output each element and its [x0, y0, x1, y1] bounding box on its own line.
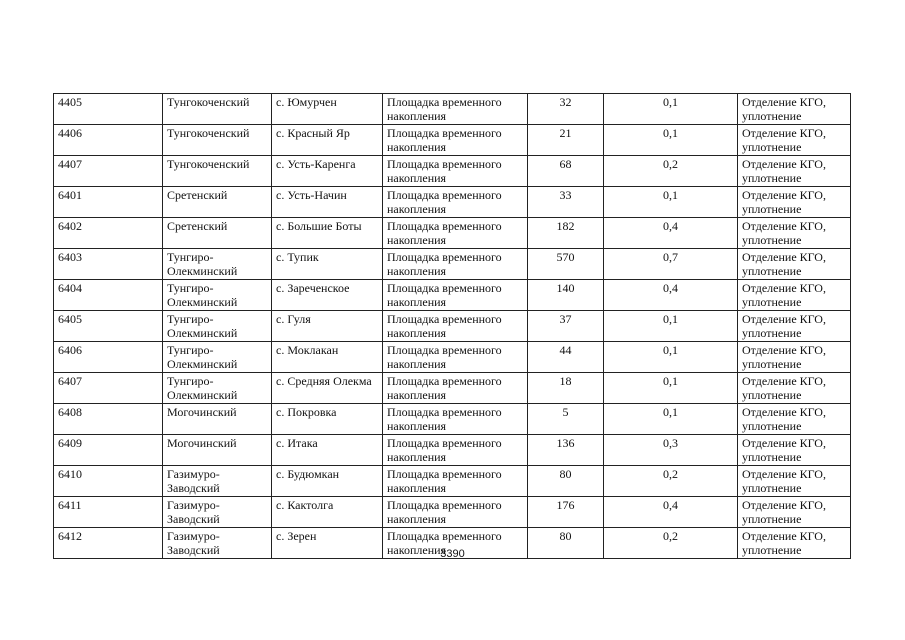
cell-district: Тунгиро-Олекминский — [163, 249, 272, 280]
cell-area: 0,2 — [604, 528, 738, 559]
cell-count: 33 — [528, 187, 604, 218]
cell-operation: Отделение КГО, уплотнение — [738, 94, 851, 125]
cell-village: с. Итака — [272, 435, 383, 466]
cell-area: 0,2 — [604, 466, 738, 497]
cell-village: с. Средняя Олекма — [272, 373, 383, 404]
cell-operation: Отделение КГО, уплотнение — [738, 218, 851, 249]
cell-area: 0,1 — [604, 342, 738, 373]
cell-code: 6406 — [54, 342, 163, 373]
table-row — [54, 435, 851, 466]
cell-village: с. Зерен — [272, 528, 383, 559]
cell-site-type: Площадка временного накопления — [383, 404, 528, 435]
cell-code: 6404 — [54, 280, 163, 311]
cell-area: 0,4 — [604, 280, 738, 311]
cell-area: 0,7 — [604, 249, 738, 280]
cell-operation: Отделение КГО, уплотнение — [738, 311, 851, 342]
cell-area: 0,1 — [604, 311, 738, 342]
cell-area: 0,1 — [604, 125, 738, 156]
table-row — [54, 249, 851, 280]
table-row — [54, 280, 851, 311]
cell-area: 0,1 — [604, 187, 738, 218]
cell-village: с. Усть-Каренга — [272, 156, 383, 187]
cell-district: Газимуро-Заводский — [163, 528, 272, 559]
cell-count: 136 — [528, 435, 604, 466]
cell-village: с. Гуля — [272, 311, 383, 342]
cell-village: с. Будюмкан — [272, 466, 383, 497]
cell-area: 0,1 — [604, 373, 738, 404]
table-row — [54, 94, 851, 125]
cell-code: 6411 — [54, 497, 163, 528]
cell-site-type: Площадка временного накопления — [383, 280, 528, 311]
cell-site-type: Площадка временного накопления — [383, 435, 528, 466]
table-row — [54, 466, 851, 497]
table-row — [54, 187, 851, 218]
cell-district: Тунгокоченский — [163, 125, 272, 156]
table-row — [54, 497, 851, 528]
cell-operation: Отделение КГО, уплотнение — [738, 373, 851, 404]
cell-code: 6412 — [54, 528, 163, 559]
cell-site-type: Площадка временного накопления — [383, 497, 528, 528]
cell-village: с. Большие Боты — [272, 218, 383, 249]
cell-site-type: Площадка временного накопления — [383, 187, 528, 218]
cell-site-type: Площадка временного накопления — [383, 373, 528, 404]
cell-district: Сретенский — [163, 218, 272, 249]
cell-site-type: Площадка временного накопления — [383, 342, 528, 373]
cell-count: 32 — [528, 94, 604, 125]
cell-count: 44 — [528, 342, 604, 373]
cell-district: Сретенский — [163, 187, 272, 218]
cell-site-type: Площадка временного накопления — [383, 311, 528, 342]
cell-site-type: Площадка временного накопления — [383, 156, 528, 187]
cell-code: 6408 — [54, 404, 163, 435]
cell-count: 80 — [528, 528, 604, 559]
cell-operation: Отделение КГО, уплотнение — [738, 404, 851, 435]
table-row — [54, 404, 851, 435]
cell-operation: Отделение КГО, уплотнение — [738, 156, 851, 187]
cell-district: Тунгиро-Олекминский — [163, 342, 272, 373]
cell-area: 0,1 — [604, 94, 738, 125]
cell-area: 0,4 — [604, 497, 738, 528]
cell-district: Тунгиро-Олекминский — [163, 311, 272, 342]
cell-code: 6410 — [54, 466, 163, 497]
cell-village: с. Кактолга — [272, 497, 383, 528]
table-row — [54, 342, 851, 373]
page-number: 3390 — [440, 548, 465, 560]
cell-district: Тунгокоченский — [163, 94, 272, 125]
cell-code: 4406 — [54, 125, 163, 156]
cell-area: 0,4 — [604, 218, 738, 249]
table-row — [54, 311, 851, 342]
cell-operation: Отделение КГО, уплотнение — [738, 528, 851, 559]
cell-operation: Отделение КГО, уплотнение — [738, 342, 851, 373]
cell-operation: Отделение КГО, уплотнение — [738, 466, 851, 497]
cell-count: 18 — [528, 373, 604, 404]
cell-operation: Отделение КГО, уплотнение — [738, 497, 851, 528]
cell-count: 21 — [528, 125, 604, 156]
table-row — [54, 156, 851, 187]
cell-site-type: Площадка временного накопления — [383, 94, 528, 125]
cell-count: 182 — [528, 218, 604, 249]
cell-village: с. Юмурчен — [272, 94, 383, 125]
cell-count: 80 — [528, 466, 604, 497]
table-row — [54, 218, 851, 249]
cell-count: 176 — [528, 497, 604, 528]
cell-operation: Отделение КГО, уплотнение — [738, 249, 851, 280]
cell-district: Могочинский — [163, 435, 272, 466]
cell-area: 0,1 — [604, 404, 738, 435]
table-row — [54, 373, 851, 404]
cell-operation: Отделение КГО, уплотнение — [738, 280, 851, 311]
cell-site-type: Площадка временного накопления — [383, 125, 528, 156]
cell-operation: Отделение КГО, уплотнение — [738, 435, 851, 466]
cell-area: 0,3 — [604, 435, 738, 466]
table-row — [54, 125, 851, 156]
cell-code: 4407 — [54, 156, 163, 187]
cell-count: 5 — [528, 404, 604, 435]
cell-village: с. Тупик — [272, 249, 383, 280]
cell-code: 6407 — [54, 373, 163, 404]
cell-district: Газимуро-Заводский — [163, 497, 272, 528]
cell-count: 140 — [528, 280, 604, 311]
cell-district: Тунгиро-Олекминский — [163, 280, 272, 311]
cell-operation: Отделение КГО, уплотнение — [738, 187, 851, 218]
cell-count: 37 — [528, 311, 604, 342]
cell-count: 68 — [528, 156, 604, 187]
cell-code: 6403 — [54, 249, 163, 280]
cell-site-type: Площадка временного накопления — [383, 466, 528, 497]
cell-site-type: Площадка временного накопления — [383, 218, 528, 249]
cell-district: Тунгиро-Олекминский — [163, 373, 272, 404]
cell-village: с. Моклакан — [272, 342, 383, 373]
cell-site-type: Площадка временного накопления — [383, 528, 528, 559]
table-body — [54, 94, 851, 559]
cell-district: Могочинский — [163, 404, 272, 435]
cell-district: Газимуро-Заводский — [163, 466, 272, 497]
cell-site-type: Площадка временного накопления — [383, 249, 528, 280]
cell-count: 570 — [528, 249, 604, 280]
cell-code: 6401 — [54, 187, 163, 218]
cell-village: с. Красный Яр — [272, 125, 383, 156]
cell-code: 4405 — [54, 94, 163, 125]
cell-code: 6402 — [54, 218, 163, 249]
cell-area: 0,2 — [604, 156, 738, 187]
cell-village: с. Покровка — [272, 404, 383, 435]
cell-district: Тунгокоченский — [163, 156, 272, 187]
cell-operation: Отделение КГО, уплотнение — [738, 125, 851, 156]
cell-code: 6409 — [54, 435, 163, 466]
facilities-table — [53, 93, 851, 559]
cell-village: с. Усть-Начин — [272, 187, 383, 218]
cell-code: 6405 — [54, 311, 163, 342]
cell-village: с. Зареченское — [272, 280, 383, 311]
